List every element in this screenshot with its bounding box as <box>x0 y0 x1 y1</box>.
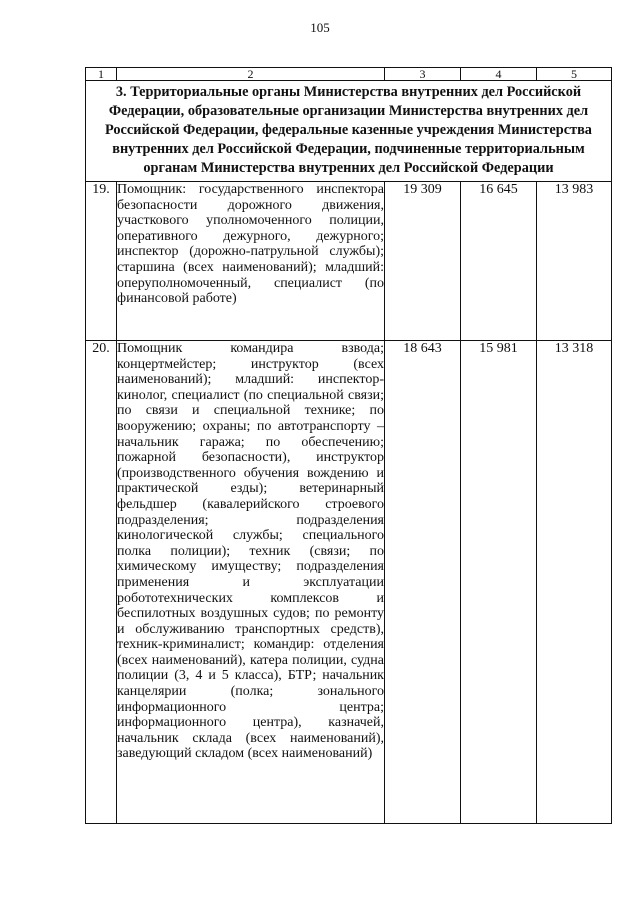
row-value-col5: 13 318 <box>537 341 612 824</box>
row-value-col4: 15 981 <box>461 341 537 824</box>
row-value-col3: 19 309 <box>385 182 461 341</box>
table-row <box>86 182 612 341</box>
row-value-col4: 16 645 <box>461 182 537 341</box>
header-col-1: 1 <box>86 68 117 81</box>
row-value-col5: 13 983 <box>537 182 612 341</box>
table-row <box>86 341 612 824</box>
row-description: Помощник: государственного инспектора безопасности дорожного движения, участкового уполномоченного полиции, оперативного дежурного, дежурного; инспектор (дорожно-патрульной службы); старшина (всех наименований); младший: оперуполномоченный, специалист (по финансовой работе) <box>117 182 385 341</box>
header-col-2: 2 <box>117 68 385 81</box>
header-col-3: 3 <box>385 68 461 81</box>
table-header-row <box>86 68 612 81</box>
header-col-5: 5 <box>537 68 612 81</box>
page-number: 105 <box>310 20 330 35</box>
row-description: Помощник командира взвода; концертмейстер; инструктор (всех наименований); младший: инспектор-кинолог, специалист (по специальной связи; по связи и специальной технике; по вооружению; охраны; по автотранспорту – начальник гаража; по обеспечению; пожарной безопасности), инструктор (производственного обучения вождению и практической езды); ветеринарный фельдшер (кавалерийского строевого подразделения; подразделения кинологической службы; специального полка полиции); техник (связи; по химическому имуществу; подразделения применения и эксплуатации робототехнических комплексов и беспилотных воздушных судов; по ремонту и обслуживанию транспортных средств), техник-криминалист; командир: отделения (всех наименований), катера полиции, судна полиции (3, 4 и 5 класса), БТР; начальник канцелярии (полка; зонального информационного центра; информационного центра), казначей, начальник склада (всех наименований), заведующий складом (всех наименований) <box>117 341 385 824</box>
section-title: 3. Территориальные органы Министерства внутренних дел Российской Федерации, образовательные организации Министерства внутренних дел Российской Федерации, федеральные казенные учреждения Министерства внутренних дел Российской Федерации, подчиненные территориальным органам Министерства внутренних дел Российской Федерации <box>86 81 612 182</box>
header-col-4: 4 <box>461 68 537 81</box>
row-value-col3: 18 643 <box>385 341 461 824</box>
row-number: 19. <box>86 182 117 341</box>
salary-table <box>85 67 612 824</box>
row-number: 20. <box>86 341 117 824</box>
section-row <box>86 81 612 182</box>
